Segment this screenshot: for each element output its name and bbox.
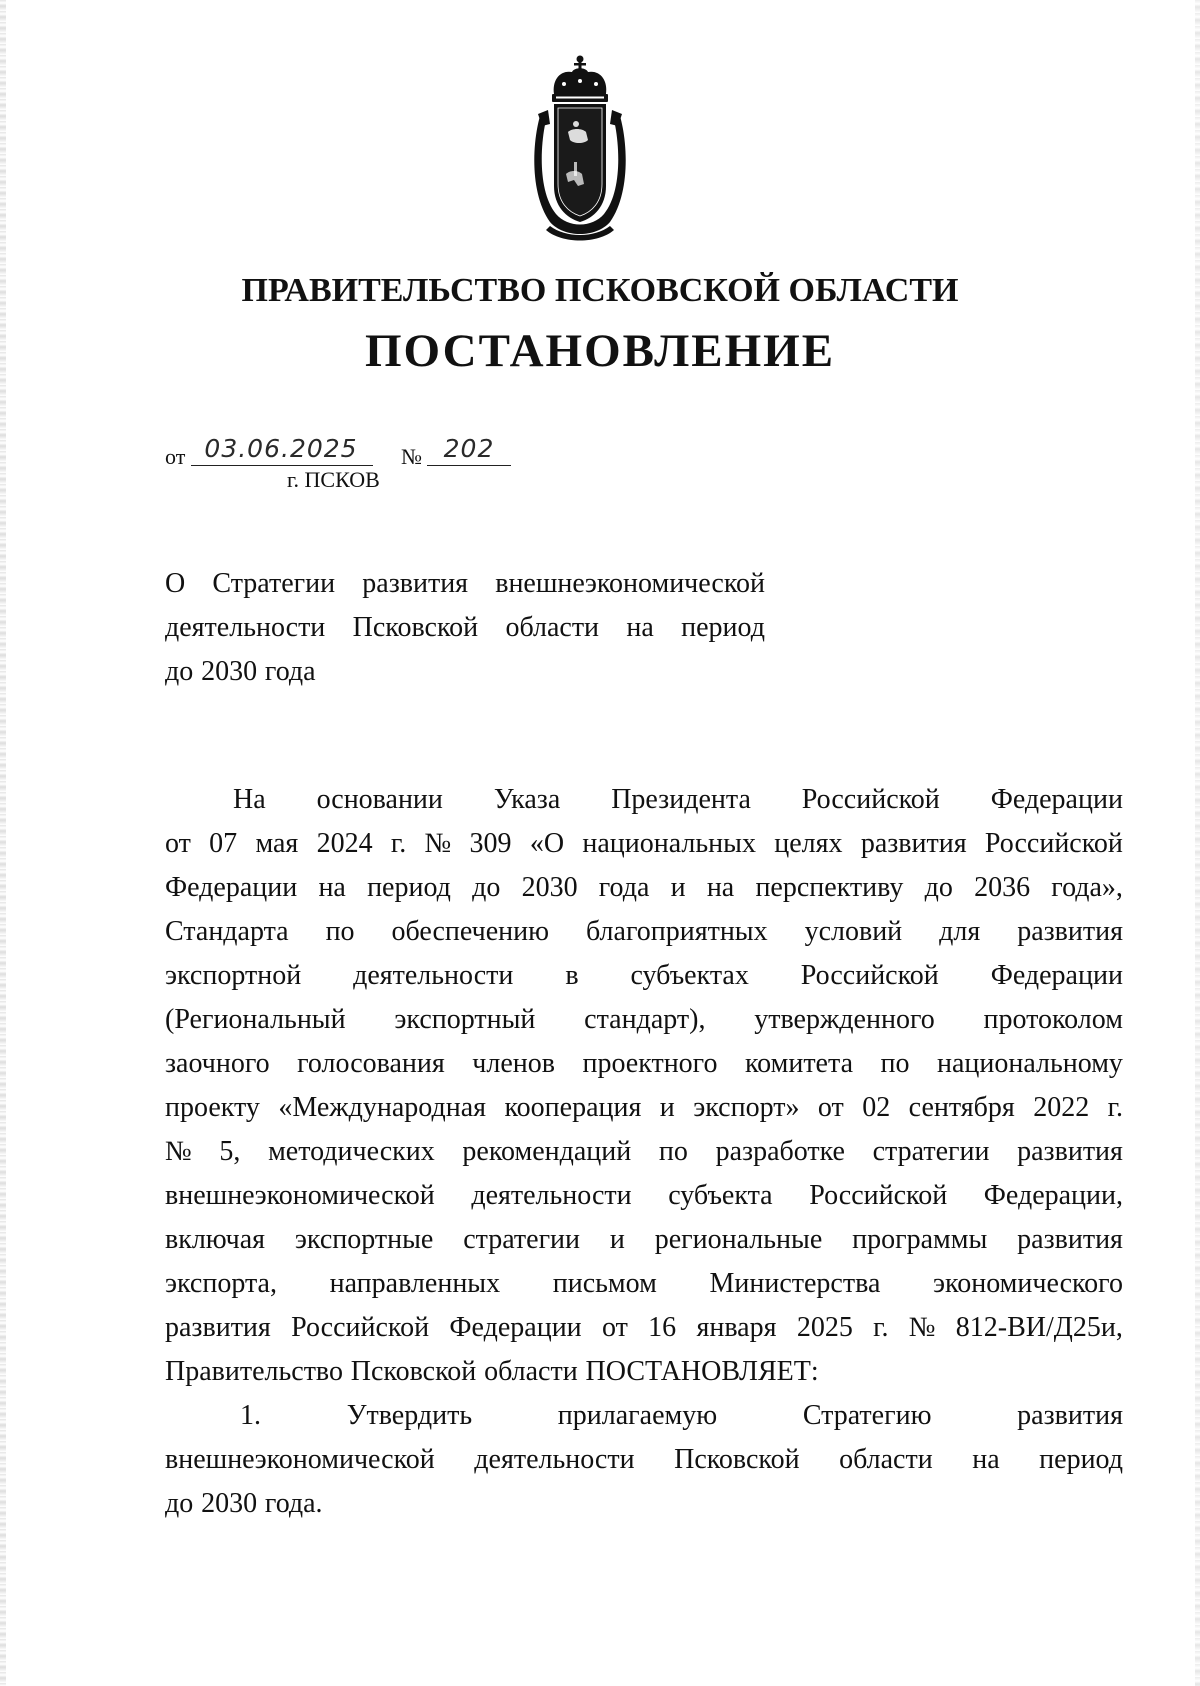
- word: области: [505, 612, 600, 643]
- word: г.: [1107, 1092, 1123, 1123]
- word: стратегии: [872, 1136, 990, 1167]
- word: г.: [390, 828, 407, 859]
- word: года.: [264, 1488, 323, 1519]
- body-line: [165, 822, 1123, 866]
- handwritten-date: 03.06.2025: [204, 434, 358, 463]
- body-line: [165, 778, 1123, 822]
- word: мая: [255, 828, 299, 859]
- word: по: [325, 916, 355, 947]
- subject-line: [165, 606, 765, 650]
- word: 2030: [521, 872, 578, 903]
- word: 2030: [201, 1488, 258, 1519]
- word: №: [908, 1312, 936, 1343]
- word: О: [165, 568, 186, 599]
- word: стандарт),: [584, 1004, 706, 1035]
- body-line: [165, 1218, 1123, 1262]
- body-line: [165, 866, 1123, 910]
- word: развития: [165, 1312, 271, 1343]
- word: Указа: [493, 784, 561, 815]
- word: перспективу: [755, 872, 904, 903]
- word: деятельности: [471, 1180, 632, 1211]
- word: до: [924, 872, 953, 903]
- word: 1.: [240, 1400, 261, 1431]
- word: на: [626, 612, 654, 643]
- word: период: [1039, 1444, 1123, 1475]
- word: Утвердить: [346, 1400, 473, 1431]
- scan-edge-left: [0, 0, 6, 1686]
- word: рекомендаций: [462, 1136, 632, 1167]
- word: Псковской: [350, 1356, 477, 1387]
- word: субъекта: [668, 1180, 773, 1211]
- word: от: [601, 1312, 628, 1343]
- word: деятельности: [474, 1444, 635, 1475]
- word: до: [472, 872, 501, 903]
- word: сентября: [908, 1092, 1015, 1123]
- word: Российской: [984, 828, 1123, 859]
- word: письмом: [552, 1268, 657, 1299]
- word: Федерации: [990, 960, 1123, 991]
- word: развития: [1017, 916, 1123, 947]
- body-line: [165, 1042, 1123, 1086]
- word: период: [681, 612, 765, 643]
- document-body: [165, 778, 1123, 1526]
- word: 02: [862, 1092, 891, 1123]
- word: №: [424, 828, 452, 859]
- word: г.: [873, 1312, 889, 1343]
- word: проекту: [165, 1092, 260, 1123]
- word: 07: [209, 828, 238, 859]
- body-line: [165, 1262, 1123, 1306]
- word: января: [696, 1312, 777, 1343]
- word: на: [706, 872, 735, 903]
- word: региональные: [654, 1224, 823, 1255]
- word: развития: [1017, 1224, 1123, 1255]
- word: экспорт»: [693, 1092, 800, 1123]
- word: и: [609, 1224, 625, 1255]
- word: Федерации: [449, 1312, 582, 1343]
- word: разработке: [715, 1136, 845, 1167]
- word: период: [367, 872, 451, 903]
- word: деятельности: [353, 960, 514, 991]
- word: до: [165, 1488, 194, 1519]
- word: (Региональный: [165, 1004, 346, 1035]
- word: условий: [804, 916, 903, 947]
- word: Стратегию: [802, 1400, 932, 1431]
- word: благоприятных: [586, 916, 768, 947]
- body-line: [165, 1438, 1123, 1482]
- word: и: [670, 872, 686, 903]
- word: года: [264, 656, 316, 687]
- word: 2025: [796, 1312, 853, 1343]
- word: ПОСТАНОВЛЯЕТ:: [585, 1356, 819, 1387]
- word: Псковской: [352, 612, 479, 643]
- word: методических: [268, 1136, 435, 1167]
- body-line: [165, 998, 1123, 1042]
- word: целях: [774, 828, 843, 859]
- word: Российской: [291, 1312, 430, 1343]
- word: внешнеэкономической: [165, 1444, 435, 1475]
- word: области: [839, 1444, 933, 1475]
- pskov-coat-of-arms-icon: [528, 54, 632, 244]
- word: на: [972, 1444, 1000, 1475]
- word: голосования: [297, 1048, 445, 1079]
- body-line: [165, 1394, 1123, 1438]
- word: Российской: [800, 960, 939, 991]
- body-line: [165, 1086, 1123, 1130]
- word: 2030: [201, 656, 258, 687]
- scan-edge-right: [1195, 0, 1200, 1686]
- word: экспортной: [165, 960, 302, 991]
- body-line: [165, 910, 1123, 954]
- handwritten-number: 202: [443, 434, 495, 463]
- word: экспортный: [394, 1004, 536, 1035]
- body-line: [165, 954, 1123, 998]
- word: прилагаемую: [557, 1400, 718, 1431]
- word: для: [939, 916, 981, 947]
- city-label: г. ПСКОВ: [287, 467, 380, 492]
- word: и: [659, 1092, 675, 1123]
- subject-line: [165, 562, 765, 606]
- word: Псковской: [674, 1444, 800, 1475]
- word: протоколом: [983, 1004, 1123, 1035]
- word: заочного: [165, 1048, 270, 1079]
- date-prefix: от: [165, 444, 186, 469]
- word: развития: [860, 828, 967, 859]
- word: 309: [469, 828, 512, 859]
- word: Российской: [809, 1180, 948, 1211]
- word: На: [233, 784, 266, 815]
- word: основании: [316, 784, 443, 815]
- word: 812-ВИ/Д25и,: [955, 1312, 1123, 1343]
- word: по: [658, 1136, 688, 1167]
- word: субъектах: [630, 960, 749, 991]
- body-line: [165, 1174, 1123, 1218]
- word: «О: [529, 828, 565, 859]
- body-line: [165, 1482, 1123, 1526]
- number-underline: [427, 465, 511, 466]
- word: развития: [1017, 1400, 1123, 1431]
- word: деятельности: [165, 612, 326, 643]
- word: развития: [362, 568, 469, 599]
- word: Правительство: [165, 1356, 343, 1387]
- word: утвержденного: [754, 1004, 935, 1035]
- word: членов: [472, 1048, 555, 1079]
- document-subject: [165, 562, 765, 694]
- word: экспортные: [294, 1224, 434, 1255]
- word: проектного: [582, 1048, 718, 1079]
- word: от: [817, 1092, 844, 1123]
- word: Стандарта: [165, 916, 289, 947]
- body-line: [165, 1350, 1123, 1394]
- word: Стратегии: [212, 568, 336, 599]
- word: Федерации: [165, 872, 298, 903]
- word: от: [165, 828, 191, 859]
- word: развития: [1017, 1136, 1123, 1167]
- body-line: [165, 1306, 1123, 1350]
- word: года»,: [1051, 872, 1123, 903]
- word: внешнеэкономической: [165, 1180, 435, 1211]
- word: Федерации,: [983, 1180, 1123, 1211]
- word: включая: [165, 1224, 266, 1255]
- body-line: [165, 1130, 1123, 1174]
- word: экономического: [933, 1268, 1123, 1299]
- word: 2022: [1033, 1092, 1090, 1123]
- word: до: [165, 656, 194, 687]
- word: по: [880, 1048, 910, 1079]
- word: года: [598, 872, 650, 903]
- word: №: [165, 1136, 192, 1167]
- word: обеспечению: [391, 916, 550, 947]
- subject-line: [165, 650, 765, 694]
- organization-title: ПРАВИТЕЛЬСТВО ПСКОВСКОЙ ОБЛАСТИ: [241, 272, 959, 309]
- word: на: [318, 872, 346, 903]
- number-prefix: №: [401, 444, 422, 469]
- word: Федерации: [990, 784, 1123, 815]
- word: национальных: [582, 828, 756, 859]
- word: кооперация: [504, 1092, 642, 1123]
- word: национальному: [936, 1048, 1123, 1079]
- word: Министерства: [709, 1268, 881, 1299]
- word: Российской: [801, 784, 940, 815]
- word: направленных: [329, 1268, 501, 1299]
- word: экспорта,: [165, 1268, 277, 1299]
- document-type-heading: ПОСТАНОВЛЕНИЕ: [364, 325, 836, 377]
- word: стратегии: [463, 1224, 581, 1255]
- word: «Международная: [278, 1092, 487, 1123]
- word: 2036: [974, 872, 1031, 903]
- word: 5,: [219, 1136, 241, 1167]
- word: области: [484, 1356, 578, 1387]
- word: 16: [648, 1312, 677, 1343]
- word: 2024: [316, 828, 373, 859]
- word: программы: [852, 1224, 988, 1255]
- word: Президента: [611, 784, 751, 815]
- word: комитета: [744, 1048, 853, 1079]
- date-underline: [191, 465, 373, 466]
- word: внешнеэкономической: [495, 568, 765, 599]
- word: в: [565, 960, 579, 991]
